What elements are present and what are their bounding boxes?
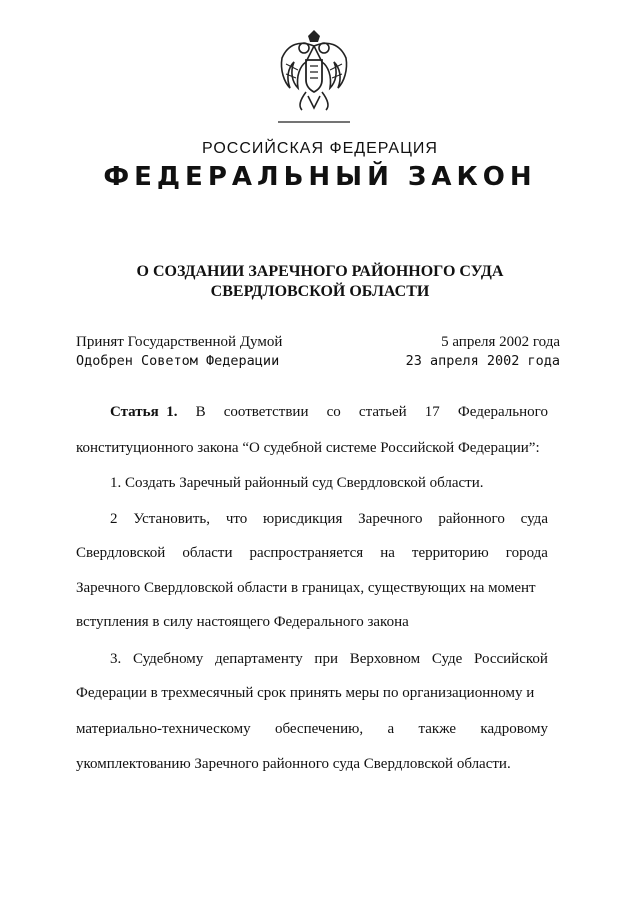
word: статьей xyxy=(358,404,407,420)
word: В xyxy=(195,404,206,420)
article-intro-line xyxy=(110,404,548,421)
duma-label: Принят Государственной Думой xyxy=(76,334,283,350)
item-3-line: 3. Судебному департаменту при Верховном Суде Российской xyxy=(110,651,548,667)
article-intro-line: конституционного закона “О судебной системе Российской Федерации”: xyxy=(76,440,540,456)
item-3-line: материально-техническому обеспечению, а также кадровому xyxy=(76,721,548,737)
emblem-icon xyxy=(270,30,358,126)
council-date: 23 апреля 2002 года xyxy=(405,353,560,369)
document-title-line: О СОЗДАНИИ ЗАРЕЧНОГО РАЙОННОГО СУДА xyxy=(136,263,504,280)
duma-date: 5 апреля 2002 года xyxy=(441,334,560,350)
organization-name: РОССИЙСКАЯ ФЕДЕРАЦИЯ xyxy=(202,140,438,157)
document-title xyxy=(0,262,640,302)
item-3-line: укомплектованию Заречного районного суда Свердловской области. xyxy=(76,756,511,772)
law-type-title: ФЕДЕРАЛЬНЫЙ ЗАКОН xyxy=(103,162,537,192)
council-label: Одобрен Советом Федерации xyxy=(76,353,280,369)
word: 17 xyxy=(424,404,440,420)
article-heading: Статья 1. xyxy=(110,404,178,420)
item-2-line: вступления в силу настоящего Федерального закона xyxy=(76,614,409,630)
word: со xyxy=(326,404,341,420)
word: Федерального xyxy=(457,404,548,420)
document-title-line: СВЕРДЛОВСКОЙ ОБЛАСТИ xyxy=(210,283,430,300)
word: соответствии xyxy=(223,404,309,420)
item-1: 1. Создать Заречный районный суд Свердловской области. xyxy=(110,475,484,491)
item-2-line: 2 Установить, что юрисдикция Заречного районного суда xyxy=(110,511,548,527)
item-3-line: Федерации в трехмесячный срок принять меры по организационному и xyxy=(76,685,535,701)
item-2-line: Заречного Свердловской области в границах, существующих на момент xyxy=(76,580,536,596)
item-2-line: Свердловской области распространяется на территорию города xyxy=(76,545,548,561)
